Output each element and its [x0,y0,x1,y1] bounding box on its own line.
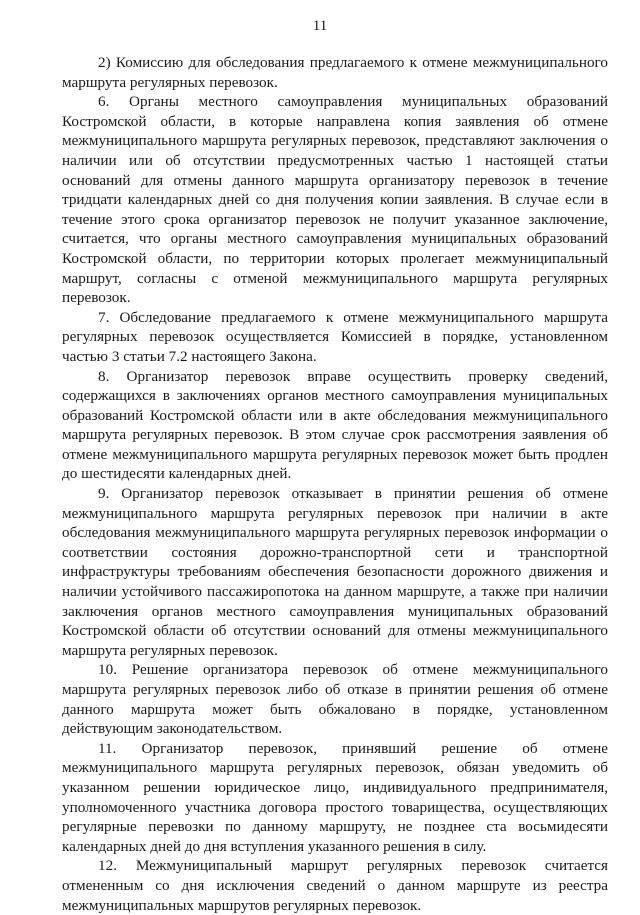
paragraph-clause-8: 8. Организатор перевозок вправе осуществить проверку сведений, содержащихся в заключениях органов местного самоуправления муниципальных образований Костромской области или в акте обследования межмуниципального маршрута регулярных перевозок. В этом случае срок рассмотрения заявления об отмене межмуниципального маршрута регулярных перевозок может быть продлен до шестидесяти календарных дней. [62,367,608,483]
paragraph-clause-11: 11. Организатор перевозок, принявший решение об отмене межмуниципального маршрута регулярных перевозок, обязан уведомить об указанном решении юридическое лицо, индивидуального предпринимателя, уполномоченного участника договора простого товарищества, осуществляющих регулярные перевозки по данному маршруту, не позднее ста восьмидесяти календарных дней до дня вступления указанного решения в силу. [62,739,608,855]
paragraph-clause-6: 6. Органы местного самоуправления муниципальных образований Костромской области, в которые направлена копия заявления об отмене межмуниципального маршрута регулярных перевозок, представляют заключения о наличии или об отсутствии предусмотренных частью 1 настоящей статьи оснований для отмены данного маршрута организатору перевозок в течение тридцати календарных дней со дня получения копии заявления. В случае если в течение этого срока организатор перевозок не получит указанное заключение, считается, что органы местного самоуправления муниципальных образований Костромской области, по территории которых пролегает межмуниципальный маршрут, согласны с отменой межмуниципального маршрута регулярных перевозок. [62,93,608,307]
paragraph-clause-12: 12. Межмуниципальный маршрут регулярных перевозок считается отмененным со дня исключения сведений о данном маршруте из реестра межмуниципальных маршрутов регулярных перевозок. [62,857,608,914]
paragraph-clause-2: 2) Комиссию для обследования предлагаемого к отмене межмуниципального маршрута регулярных перевозок. [62,54,608,91]
paragraph-clause-7: 7. Обследование предлагаемого к отмене межмуниципального маршрута регулярных перевозок осуществляется Комиссией в порядке, установленном частью 3 статьи 7.2 настоящего Закона. [62,308,608,365]
paragraph-clause-9: 9. Организатор перевозок отказывает в принятии решения об отмене межмуниципального маршрута регулярных перевозок при наличии в акте обследования межмуниципального маршрута регулярных перевозок информации о соответствии состояния дорожно-транспортной сети и транспортной инфраструктуры требованиям обеспечения безопасности дорожного движения и наличии устойчивого пассажиропотока на данном маршруте, а также при наличии заключения органов местного самоуправления муниципальных образований Костромской области об отсутствии оснований для отмены межмуниципального маршрута регулярных перевозок. [62,485,608,659]
paragraph-clause-10: 10. Решение организатора перевозок об отмене межмуниципального маршрута регулярных перевозок либо об отказе в принятии решения об отмене данного маршрута может быть обжаловано в порядке, установленном действующим законодательством. [62,661,608,738]
document-body [62,53,608,915]
page-number: 11 [312,18,328,34]
